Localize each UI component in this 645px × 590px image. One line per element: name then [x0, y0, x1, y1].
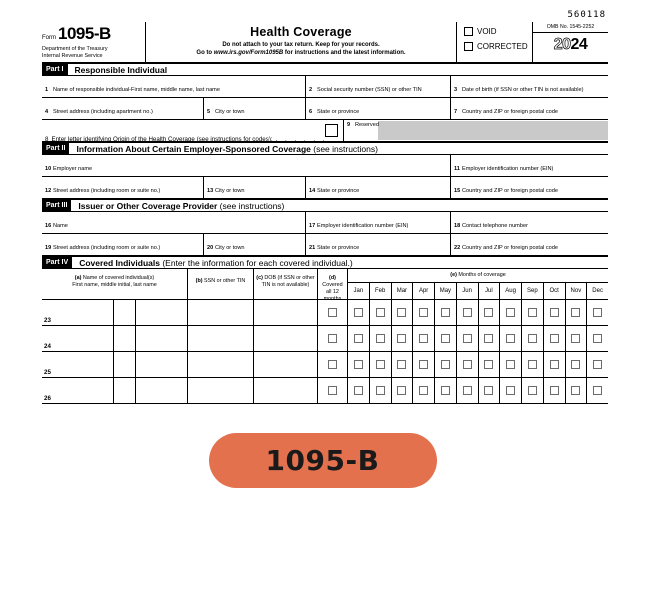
- field-20-number: 20: [207, 244, 214, 251]
- row-number: 25: [44, 369, 51, 376]
- covered-all-12-months-checkbox[interactable]: [328, 360, 337, 369]
- first-name-subcell[interactable]: [42, 352, 114, 377]
- goto-suffix: for instructions and the latest information.: [283, 49, 406, 56]
- month-header-dec: Dec: [592, 288, 603, 294]
- month-checkbox-feb[interactable]: [376, 360, 385, 369]
- field-22-label: Country and ZIP or foreign postal code: [462, 244, 558, 251]
- month-checkbox-aug[interactable]: [506, 386, 515, 395]
- last-name-subcell[interactable]: [136, 378, 187, 403]
- month-cell-nov[interactable]: [566, 378, 588, 403]
- field-12-street-address[interactable]: [42, 177, 204, 198]
- month-cell-nov[interactable]: [566, 300, 588, 325]
- month-cell-jun[interactable]: [457, 300, 479, 325]
- form-identity-block: [42, 22, 146, 62]
- month-cell-may[interactable]: [435, 378, 457, 403]
- month-checkbox-may[interactable]: [441, 308, 450, 317]
- part1-title: Responsible Individual: [74, 64, 168, 75]
- field-12-number: 12: [45, 187, 52, 194]
- month-checkbox-jul[interactable]: [484, 360, 493, 369]
- field-11-employer-ein[interactable]: [451, 155, 608, 176]
- month-checkbox-jun[interactable]: [463, 334, 472, 343]
- month-checkbox-nov[interactable]: [571, 308, 580, 317]
- cell-name-covered-individual[interactable]: [42, 352, 188, 377]
- month-header-strip: [348, 283, 608, 300]
- void-checkbox[interactable]: [464, 27, 473, 36]
- column-header-e-months-of-coverage: [348, 269, 608, 299]
- cell-covered-all-12-months[interactable]: [318, 352, 348, 377]
- col-a-line2: First name, middle initial, last name: [72, 282, 157, 288]
- month-checkbox-oct[interactable]: [550, 334, 559, 343]
- month-checkbox-mar[interactable]: [397, 386, 406, 395]
- month-checkbox-oct[interactable]: [550, 308, 559, 317]
- month-cell-jun[interactable]: [457, 352, 479, 377]
- month-header-mar: Mar: [392, 283, 414, 300]
- month-cell-aug[interactable]: [500, 378, 522, 403]
- cell-months-of-coverage: [348, 378, 608, 403]
- part3-row-2: [42, 234, 608, 256]
- field-9-reserved: [344, 120, 608, 141]
- cell-months-of-coverage: [348, 352, 608, 377]
- month-checkbox-aug[interactable]: [506, 308, 515, 317]
- form-subtitle-2: [150, 50, 452, 56]
- month-cell-apr[interactable]: [413, 300, 435, 325]
- omb-block: [532, 22, 608, 62]
- part4-title-main: Covered Individuals: [79, 257, 160, 268]
- field-13-number: 13: [207, 187, 214, 194]
- month-checkbox-nov[interactable]: [571, 360, 580, 369]
- covered-all-12-months-checkbox[interactable]: [328, 386, 337, 395]
- cell-name-covered-individual[interactable]: [42, 378, 188, 403]
- irs-url-link[interactable]: www.irs.gov/Form1095B: [213, 49, 284, 56]
- irs-form-1095b: [42, 8, 608, 404]
- field-1-number: 1: [45, 86, 49, 93]
- middle-initial-subcell[interactable]: [114, 326, 136, 351]
- month-checkbox-may[interactable]: [441, 334, 450, 343]
- table-row: [42, 352, 608, 378]
- month-header-aug: Aug: [500, 283, 522, 300]
- month-checkbox-dec[interactable]: [593, 308, 602, 317]
- part4-title-note: (Enter the information for each covered individual.): [162, 257, 353, 268]
- month-checkbox-oct[interactable]: [550, 360, 559, 369]
- field-19-street-address[interactable]: [42, 234, 204, 255]
- table-row: [42, 326, 608, 352]
- month-checkbox-jul[interactable]: [484, 386, 493, 395]
- field-11-number: 11: [454, 165, 460, 172]
- month-cell-jun[interactable]: [457, 378, 479, 403]
- department-line-1: Department of the Treasury: [42, 46, 108, 52]
- cell-ssn-or-tin[interactable]: [188, 326, 254, 351]
- month-checkbox-jan[interactable]: [354, 334, 363, 343]
- field-7-number: 7: [454, 108, 458, 115]
- month-cell-dec[interactable]: [587, 378, 608, 403]
- col-e-title: [348, 269, 608, 283]
- month-header-jan: Jan: [348, 283, 370, 300]
- col-c-line2: TIN is not available): [261, 282, 310, 288]
- department-line-2: Internal Revenue Service: [42, 53, 103, 59]
- field-10-label: Employer name: [53, 165, 93, 172]
- field-2-number: 2: [309, 86, 313, 93]
- cell-date-of-birth[interactable]: [254, 352, 318, 377]
- cell-months-of-coverage: [348, 326, 608, 351]
- month-checkbox-apr[interactable]: [419, 360, 428, 369]
- field-16-number: 16: [45, 222, 52, 229]
- month-checkbox-mar[interactable]: [397, 334, 406, 343]
- field-16-issuer-name[interactable]: [42, 212, 306, 233]
- part3-header: [42, 199, 608, 212]
- form-header: [42, 22, 608, 63]
- month-header-sep: Sep: [522, 283, 544, 300]
- month-cell-feb[interactable]: [370, 352, 392, 377]
- field-6-number: 6: [309, 108, 313, 115]
- part3-title: [78, 201, 284, 211]
- field-4-number: 4: [45, 108, 49, 115]
- month-cell-feb[interactable]: [370, 300, 392, 325]
- field-14-number: 14: [309, 187, 316, 194]
- part4-header: [42, 256, 608, 269]
- field-22-number: 22: [454, 244, 461, 251]
- month-checkbox-feb[interactable]: [376, 308, 385, 317]
- month-checkbox-dec[interactable]: [593, 334, 602, 343]
- month-cell-may[interactable]: [435, 326, 457, 351]
- month-header-oct: Oct: [544, 283, 566, 300]
- last-name-subcell[interactable]: [136, 300, 187, 325]
- table-body: [42, 300, 608, 403]
- part3-title-note: (see instructions): [219, 200, 285, 211]
- row-number: 26: [44, 395, 51, 402]
- table-header-row: [42, 269, 608, 300]
- month-cell-may[interactable]: [435, 300, 457, 325]
- part2-row-2: [42, 177, 608, 199]
- month-checkbox-feb[interactable]: [376, 386, 385, 395]
- month-header-jun: Jun: [457, 283, 479, 300]
- table-row: [42, 378, 608, 403]
- month-checkbox-feb[interactable]: [376, 334, 385, 343]
- first-name-subcell[interactable]: [42, 378, 114, 403]
- field-8-leader-dots: . . . . . .: [275, 136, 328, 143]
- page-title: Health Coverage: [250, 25, 352, 39]
- field-15-label: Country and ZIP or foreign postal code: [462, 187, 558, 194]
- field-8-origin-of-coverage[interactable]: [42, 120, 344, 141]
- field-14-state-or-province[interactable]: [306, 177, 451, 198]
- last-name-subcell[interactable]: [136, 352, 187, 377]
- month-checkbox-jan[interactable]: [354, 360, 363, 369]
- field-14-label: State or province: [317, 187, 360, 194]
- field-6-state-or-province[interactable]: [306, 98, 451, 119]
- month-checkbox-nov[interactable]: [571, 386, 580, 395]
- void-row[interactable]: [464, 27, 532, 36]
- month-cell-jul[interactable]: [479, 300, 501, 325]
- col-d-line1: Covered: [322, 282, 343, 288]
- month-checkbox-may[interactable]: [441, 360, 450, 369]
- field-16-label: Name: [53, 222, 68, 229]
- column-header-c-dob: [254, 269, 318, 299]
- field-8-number: 8: [45, 136, 49, 143]
- cell-ssn-or-tin[interactable]: [188, 352, 254, 377]
- middle-initial-subcell[interactable]: [114, 352, 136, 377]
- field-5-number: 5: [207, 108, 211, 115]
- tax-year-prefix: 20: [553, 36, 571, 53]
- month-header-nov: Nov: [566, 283, 588, 300]
- middle-initial-subcell[interactable]: [114, 300, 136, 325]
- cell-ssn-or-tin[interactable]: [188, 300, 254, 325]
- month-checkbox-jul[interactable]: [484, 308, 493, 317]
- field-4-street-address[interactable]: [42, 98, 204, 119]
- part3-tag: Part III: [42, 200, 71, 211]
- field-18-contact-telephone[interactable]: [451, 212, 608, 233]
- month-cell-apr[interactable]: [413, 352, 435, 377]
- field-7-label: Country and ZIP or foreign postal code: [462, 108, 558, 115]
- col-c-tag: (c): [256, 275, 263, 281]
- month-cell-nov[interactable]: [566, 326, 588, 351]
- form-title-block: [146, 22, 456, 62]
- cell-name-covered-individual[interactable]: [42, 326, 188, 351]
- col-e-tag: (e): [450, 272, 457, 278]
- month-checkbox-may[interactable]: [441, 386, 450, 395]
- cell-date-of-birth[interactable]: [254, 326, 318, 351]
- month-cell-aug[interactable]: [500, 326, 522, 351]
- field-13-label: City or town: [215, 187, 245, 194]
- tax-year: [533, 36, 608, 54]
- field-6-label: State or province: [317, 108, 360, 115]
- row-number: 24: [44, 343, 51, 350]
- field-11-label: Employer identification number (EIN): [462, 165, 554, 172]
- form-word-label: Form: [42, 35, 56, 41]
- month-cell-feb[interactable]: [370, 326, 392, 351]
- middle-initial-subcell[interactable]: [114, 378, 136, 403]
- col-c-line1: DOB (if SSN or other: [262, 275, 315, 281]
- month-cell-mar[interactable]: [392, 352, 414, 377]
- month-cell-mar[interactable]: [392, 300, 414, 325]
- month-cell-jan[interactable]: [348, 326, 370, 351]
- void-label: VOID: [477, 27, 497, 36]
- month-checkbox-mar[interactable]: [397, 308, 406, 317]
- last-name-subcell[interactable]: [136, 326, 187, 351]
- month-cell-sep[interactable]: [522, 352, 544, 377]
- field-17-number: 17: [309, 222, 316, 229]
- month-header-feb: Feb: [370, 283, 392, 300]
- column-header-b-ssn: [188, 269, 254, 299]
- month-cell-nov[interactable]: [566, 352, 588, 377]
- column-header-a-name: [42, 269, 188, 299]
- month-checkbox-dec[interactable]: [593, 386, 602, 395]
- month-cell-jan[interactable]: [348, 300, 370, 325]
- col-d-line2: all 12 months: [323, 289, 342, 302]
- omb-number: OMB No. 1545-2252: [533, 24, 608, 33]
- month-checkbox-aug[interactable]: [506, 360, 515, 369]
- tax-year-suffix: 24: [570, 36, 588, 53]
- form-number: 1095-B: [58, 24, 111, 43]
- cell-name-covered-individual[interactable]: [42, 300, 188, 325]
- field-21-label: State or province: [317, 244, 360, 251]
- corrected-checkbox[interactable]: [464, 42, 473, 51]
- part2-title-main: Information About Certain Employer-Sponsored Coverage: [76, 143, 311, 154]
- field-9-label: Reserved: [355, 121, 379, 128]
- month-cell-oct[interactable]: [544, 352, 566, 377]
- field-21-state-or-province[interactable]: [306, 234, 451, 255]
- month-checkbox-apr[interactable]: [419, 386, 428, 395]
- field-8-label: Enter letter identifying Origin of the Health Coverage (see instructions for codes):: [51, 136, 273, 143]
- month-checkbox-jun[interactable]: [463, 386, 472, 395]
- column-header-d-covered-all-12-months: [318, 269, 348, 302]
- first-name-subcell[interactable]: [42, 326, 114, 351]
- month-cell-jul[interactable]: [479, 378, 501, 403]
- field-20-city-or-town[interactable]: [204, 234, 306, 255]
- month-header-may: May: [435, 283, 457, 300]
- field-3-number: 3: [454, 86, 458, 93]
- cell-covered-all-12-months[interactable]: [318, 378, 348, 403]
- month-cell-mar[interactable]: [392, 378, 414, 403]
- row-number: 23: [44, 317, 51, 324]
- part4-title: [79, 258, 353, 268]
- covered-all-12-months-checkbox[interactable]: [328, 334, 337, 343]
- month-cell-sep[interactable]: [522, 378, 544, 403]
- first-name-subcell[interactable]: [42, 300, 114, 325]
- covered-all-12-months-checkbox[interactable]: [328, 308, 337, 317]
- cell-ssn-or-tin[interactable]: [188, 378, 254, 403]
- month-cell-apr[interactable]: [413, 378, 435, 403]
- month-cell-jan[interactable]: [348, 352, 370, 377]
- month-checkbox-mar[interactable]: [397, 360, 406, 369]
- month-cell-jan[interactable]: [348, 378, 370, 403]
- table-row: [42, 300, 608, 326]
- field-22-country-zip[interactable]: [451, 234, 608, 255]
- field-8-code-input[interactable]: [325, 124, 338, 137]
- part3-title-main: Issuer or Other Coverage Provider: [78, 200, 218, 211]
- corrected-label: CORRECTED: [477, 42, 528, 51]
- field-18-number: 18: [454, 222, 461, 229]
- month-cell-jun[interactable]: [457, 326, 479, 351]
- field-13-city-or-town[interactable]: [204, 177, 306, 198]
- month-checkbox-jun[interactable]: [463, 308, 472, 317]
- month-cell-oct[interactable]: [544, 378, 566, 403]
- col-e-label: Months of coverage: [456, 272, 506, 278]
- month-cell-may[interactable]: [435, 352, 457, 377]
- field-3-label: Date of birth (if SSN or other TIN is not available): [462, 86, 584, 93]
- void-corrected-block: [456, 22, 532, 62]
- field-18-label: Contact telephone number: [462, 222, 528, 229]
- field-21-number: 21: [309, 244, 316, 251]
- month-cell-dec[interactable]: [587, 300, 608, 325]
- month-header-apr: Apr: [413, 283, 435, 300]
- col-b-label: SSN or other TIN: [202, 278, 246, 284]
- part3-row-1: [42, 212, 608, 234]
- field-5-city-or-town[interactable]: [204, 98, 306, 119]
- cell-months-of-coverage: [348, 300, 608, 325]
- field-2-label: Social security number (SSN) or other TIN: [317, 86, 422, 93]
- month-checkbox-sep[interactable]: [528, 334, 537, 343]
- field-7-country-zip[interactable]: [451, 98, 608, 119]
- month-checkbox-sep[interactable]: [528, 308, 537, 317]
- month-cell-aug[interactable]: [500, 300, 522, 325]
- field-10-employer-name[interactable]: [42, 155, 451, 176]
- month-cell-apr[interactable]: [413, 326, 435, 351]
- control-number: 560118: [567, 10, 606, 20]
- part1-row-1: [42, 76, 608, 98]
- field-2-ssn[interactable]: [306, 76, 451, 97]
- col-a-tag: (a): [74, 275, 82, 281]
- form-1095b-button[interactable]: 1095-B: [209, 433, 437, 488]
- part2-tag: Part II: [42, 143, 69, 154]
- field-3-date-of-birth[interactable]: [451, 76, 608, 97]
- month-header-jul: Jul: [479, 283, 501, 300]
- part2-row-1: [42, 155, 608, 177]
- month-checkbox-apr[interactable]: [419, 308, 428, 317]
- cell-covered-all-12-months[interactable]: [318, 326, 348, 351]
- month-checkbox-oct[interactable]: [550, 386, 559, 395]
- col-a-line1: Name of covered individual(s): [81, 275, 155, 281]
- cell-date-of-birth[interactable]: [254, 378, 318, 403]
- part1-tag: Part I: [42, 64, 68, 75]
- month-checkbox-aug[interactable]: [506, 334, 515, 343]
- month-cell-feb[interactable]: [370, 378, 392, 403]
- field-19-number: 19: [45, 244, 52, 251]
- field-17-label: Employer identification number (EIN): [317, 222, 409, 229]
- cell-date-of-birth[interactable]: [254, 300, 318, 325]
- col-d-tag: (d): [329, 275, 336, 281]
- part1-row-2: [42, 98, 608, 120]
- month-cell-dec[interactable]: [587, 326, 608, 351]
- field-10-number: 10: [45, 165, 52, 172]
- month-checkbox-sep[interactable]: [528, 360, 537, 369]
- month-cell-mar[interactable]: [392, 326, 414, 351]
- month-cell-aug[interactable]: [500, 352, 522, 377]
- month-cell-oct[interactable]: [544, 326, 566, 351]
- part1-row-3: [42, 120, 608, 142]
- month-cell-jul[interactable]: [479, 326, 501, 351]
- month-cell-oct[interactable]: [544, 300, 566, 325]
- month-checkbox-apr[interactable]: [419, 334, 428, 343]
- month-checkbox-jan[interactable]: [354, 386, 363, 395]
- month-cell-sep[interactable]: [522, 300, 544, 325]
- month-checkbox-nov[interactable]: [571, 334, 580, 343]
- month-cell-dec[interactable]: [587, 352, 608, 377]
- month-checkbox-jan[interactable]: [354, 308, 363, 317]
- field-1-label: Name of responsible individual-First name, middle name, last name: [53, 86, 220, 93]
- field-9-number: 9: [347, 121, 351, 128]
- field-1-name-responsible-individual[interactable]: [42, 76, 306, 97]
- month-checkbox-jun[interactable]: [463, 360, 472, 369]
- month-cell-sep[interactable]: [522, 326, 544, 351]
- field-17-issuer-ein[interactable]: [306, 212, 451, 233]
- part1-header: [42, 63, 608, 76]
- month-checkbox-sep[interactable]: [528, 386, 537, 395]
- cell-covered-all-12-months[interactable]: [318, 300, 348, 325]
- month-cell-jul[interactable]: [479, 352, 501, 377]
- field-12-label: Street address (including room or suite no.): [53, 187, 161, 194]
- month-checkbox-jul[interactable]: [484, 334, 493, 343]
- pill-button-area: [0, 433, 645, 488]
- field-20-label: City or town: [215, 244, 245, 251]
- covered-individuals-table: [42, 269, 608, 404]
- corrected-row[interactable]: [464, 42, 532, 51]
- part2-title-note: (see instructions): [313, 143, 378, 154]
- goto-prefix: Go to: [196, 49, 214, 56]
- col-b-tag: (b): [195, 278, 203, 284]
- field-19-label: Street address (including room or suite no.): [53, 244, 161, 251]
- part4-tag: Part IV: [42, 257, 72, 268]
- field-4-label: Street address (including apartment no.): [53, 108, 153, 115]
- month-checkbox-dec[interactable]: [593, 360, 602, 369]
- field-15-country-zip[interactable]: [451, 177, 608, 198]
- field-5-label: City or town: [215, 108, 245, 115]
- form-subtitle-1: Do not attach to your tax return. Keep for your records.: [222, 42, 380, 48]
- field-15-number: 15: [454, 187, 461, 194]
